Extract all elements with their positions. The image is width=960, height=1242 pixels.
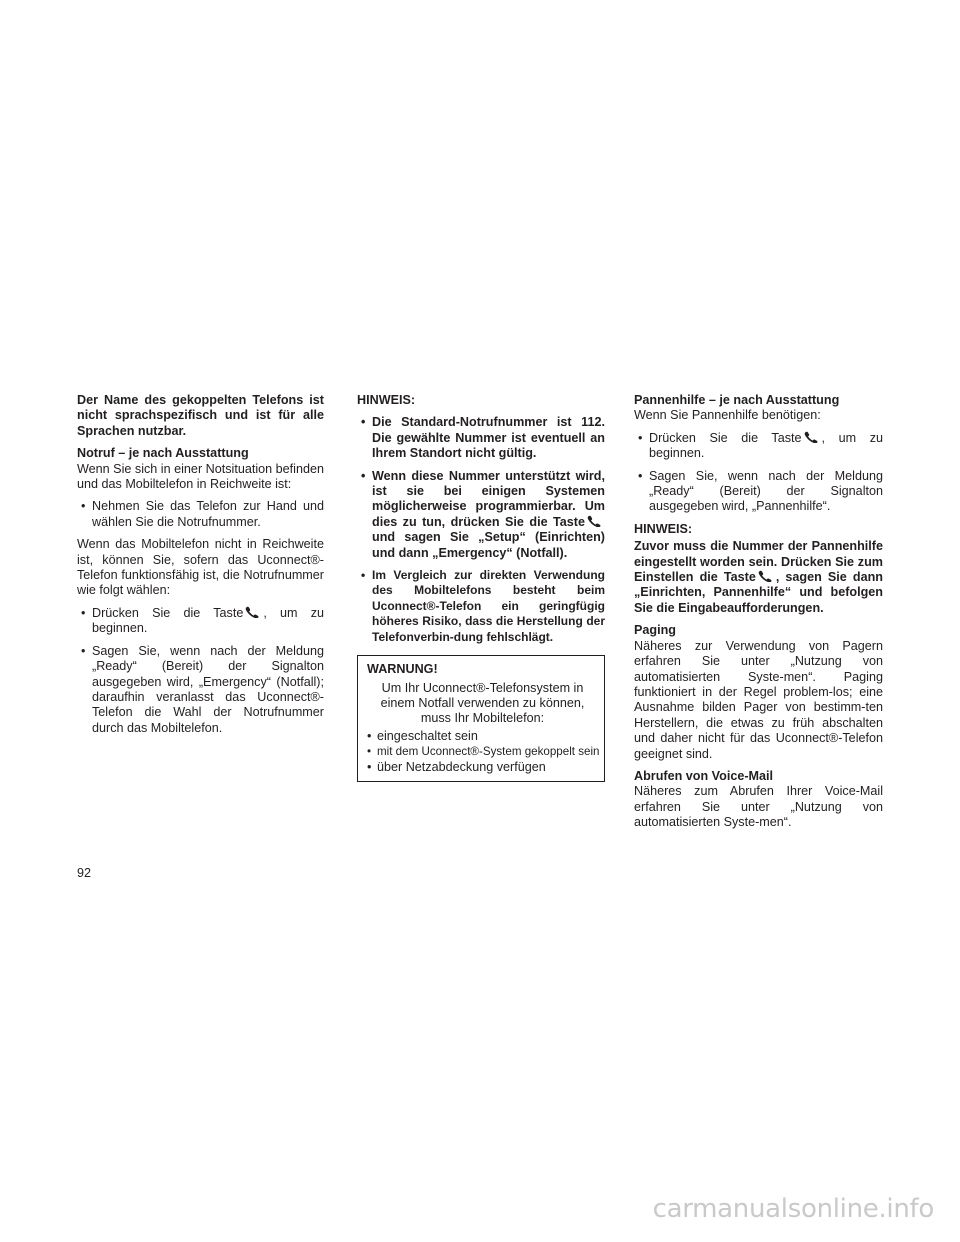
bullet-text: Die Standard-Notrufnummer ist 112. Die gewählte Nummer ist eventuell an Ihrem Standort nicht gültig.	[372, 415, 605, 461]
bullet-dot: •	[638, 430, 643, 445]
bullet-text: Sagen Sie, wenn nach der Meldung „Ready“ (Bereit) der Signalton ausgegeben wird, „Pannenhilfe“.	[649, 468, 883, 514]
phone-icon	[758, 570, 774, 582]
bullet-text-post: und sagen Sie „Setup“ (Einrichten) und dann „Emergency“ (Notfall).	[372, 530, 605, 560]
voicemail-text: Näheres zum Abrufen Ihrer Voice-Mail erfahren Sie unter „Nutzung von automatisierten Syste-men“.	[634, 784, 883, 830]
bullet-text: Nehmen Sie das Telefon zur Hand und wählen Sie die Notrufnummer.	[92, 499, 324, 529]
bullet-dot: •	[638, 468, 643, 483]
list-item	[77, 606, 324, 637]
warning-item: mit dem Uconnect®-System gekoppelt sein	[377, 745, 600, 759]
voicemail-heading: Abrufen von Voice-Mail	[634, 768, 774, 783]
warning-intro: Um Ihr Uconnect®-Telefonsystem in einem Notfall verwenden zu können, muss Ihr Mobiltelefon:	[380, 680, 585, 726]
bullet-dot: •	[367, 728, 372, 743]
bullet-text-pre: Drücken Sie die Taste	[649, 430, 802, 445]
notruf-heading: Notruf – je nach Ausstattung	[77, 446, 249, 461]
column-right	[634, 393, 883, 838]
bullet-text-post: , um zu beginnen.	[649, 430, 883, 461]
bullet-text-pre: Drücken Sie die Taste	[92, 605, 244, 620]
notruf-section	[77, 446, 324, 492]
bullet-text: Sagen Sie, wenn nach der Meldung „Ready“ (Bereit) der Signalton ausgegeben wird, „Emergency“ (Notfall); daraufhin veranlasst das Uconnect®-Telefon die Wahl der Notrufnummer durch das Mobiltelefon.	[92, 643, 324, 735]
watermark: carmanualsonline.info	[652, 1194, 934, 1224]
voicemail-section	[634, 769, 883, 831]
column-middle	[357, 393, 605, 782]
paging-text: Näheres zur Verwendung von Pagern erfahren Sie unter „Nutzung von automatisierten Syste-men“. Paging funktioniert in der Regel problem-los; eine Ausnahme bilden Pager von bestimm-ten Herstellern, die etwas zu früh abschalten und daher nicht für das Uconnect®-Telefon geeignet sind.	[634, 638, 883, 761]
warning-item: über Netzabdeckung verfügen	[377, 759, 546, 774]
hinweis-text-pre: Zuvor muss die Nummer der Pannenhilfe eingestellt worden sein. Drücken Sie zum Einstellen die Taste	[634, 539, 883, 585]
list-item	[634, 431, 883, 462]
bullet-dot: •	[361, 415, 366, 430]
phone-icon	[245, 606, 261, 618]
page-number: 92	[77, 866, 92, 880]
warning-item: eingeschaltet sein	[377, 728, 478, 743]
bullet-dot: •	[367, 745, 372, 759]
bullet-text-pre: Wenn diese Nummer unterstützt wird, ist sie bei einigen Systemen möglicherweise programmierbar. Um dies zu tun, drücken Sie die Taste	[372, 468, 605, 529]
list-item	[77, 644, 324, 736]
list-item	[357, 568, 605, 645]
list-item	[634, 469, 883, 515]
list-item	[367, 729, 598, 744]
hinweis-heading: HINWEIS:	[634, 521, 693, 536]
phone-icon	[804, 431, 820, 443]
list-item	[357, 469, 605, 561]
paging-heading: Paging	[634, 623, 676, 638]
list-item	[367, 760, 598, 775]
hinweis-heading: HINWEIS:	[357, 393, 416, 407]
notruf-text: Wenn Sie sich in einer Notsituation befinden und das Mobiltelefon in Reichweite ist:	[77, 461, 324, 492]
list-item	[77, 499, 324, 530]
bullet-dot: •	[81, 643, 86, 658]
list-item	[357, 415, 605, 461]
pannenhilfe-section	[634, 393, 883, 424]
hinweis-text-post: , sagen Sie dann „Einrichten, Pannenhilfe“ und befolgen Sie die Eingabeaufforderungen.	[634, 570, 883, 615]
bullet-text: Im Vergleich zur direkten Verwendung des Mobiltelefons besteht beim Uconnect®-Telefon ein geringfügig höheres Risiko, dass die Herstellung der Telefonverbin-dung fehlschlägt.	[372, 568, 605, 644]
list-item	[367, 744, 598, 759]
bullet-text-post: , um zu beginnen.	[92, 605, 324, 636]
bullet-dot: •	[361, 468, 366, 483]
bullet-dot: •	[81, 605, 86, 620]
phone-icon	[587, 515, 603, 527]
paired-phone-note: Der Name des gekoppelten Telefons ist nicht sprachspezifisch und ist für alle Sprachen nutzbar.	[77, 393, 324, 438]
pannenhilfe-heading: Pannenhilfe – je nach Ausstattung	[634, 393, 840, 407]
pannenhilfe-text: Wenn Sie Pannenhilfe benötigen:	[634, 408, 821, 423]
bullet-dot: •	[361, 568, 366, 583]
warning-title: WARNUNG!	[367, 662, 438, 677]
column-left	[77, 393, 324, 743]
warning-box	[357, 655, 605, 782]
notruf-paragraph: Wenn das Mobiltelefon nicht in Reichweite ist, können Sie, sofern das Uconnect®-Telefon funktionsfähig ist, die Notrufnummer wie folgt wählen:	[77, 537, 324, 598]
bullet-dot: •	[81, 499, 86, 514]
bullet-dot: •	[367, 759, 372, 774]
paging-section	[634, 623, 883, 762]
hinweis-text	[634, 539, 883, 616]
